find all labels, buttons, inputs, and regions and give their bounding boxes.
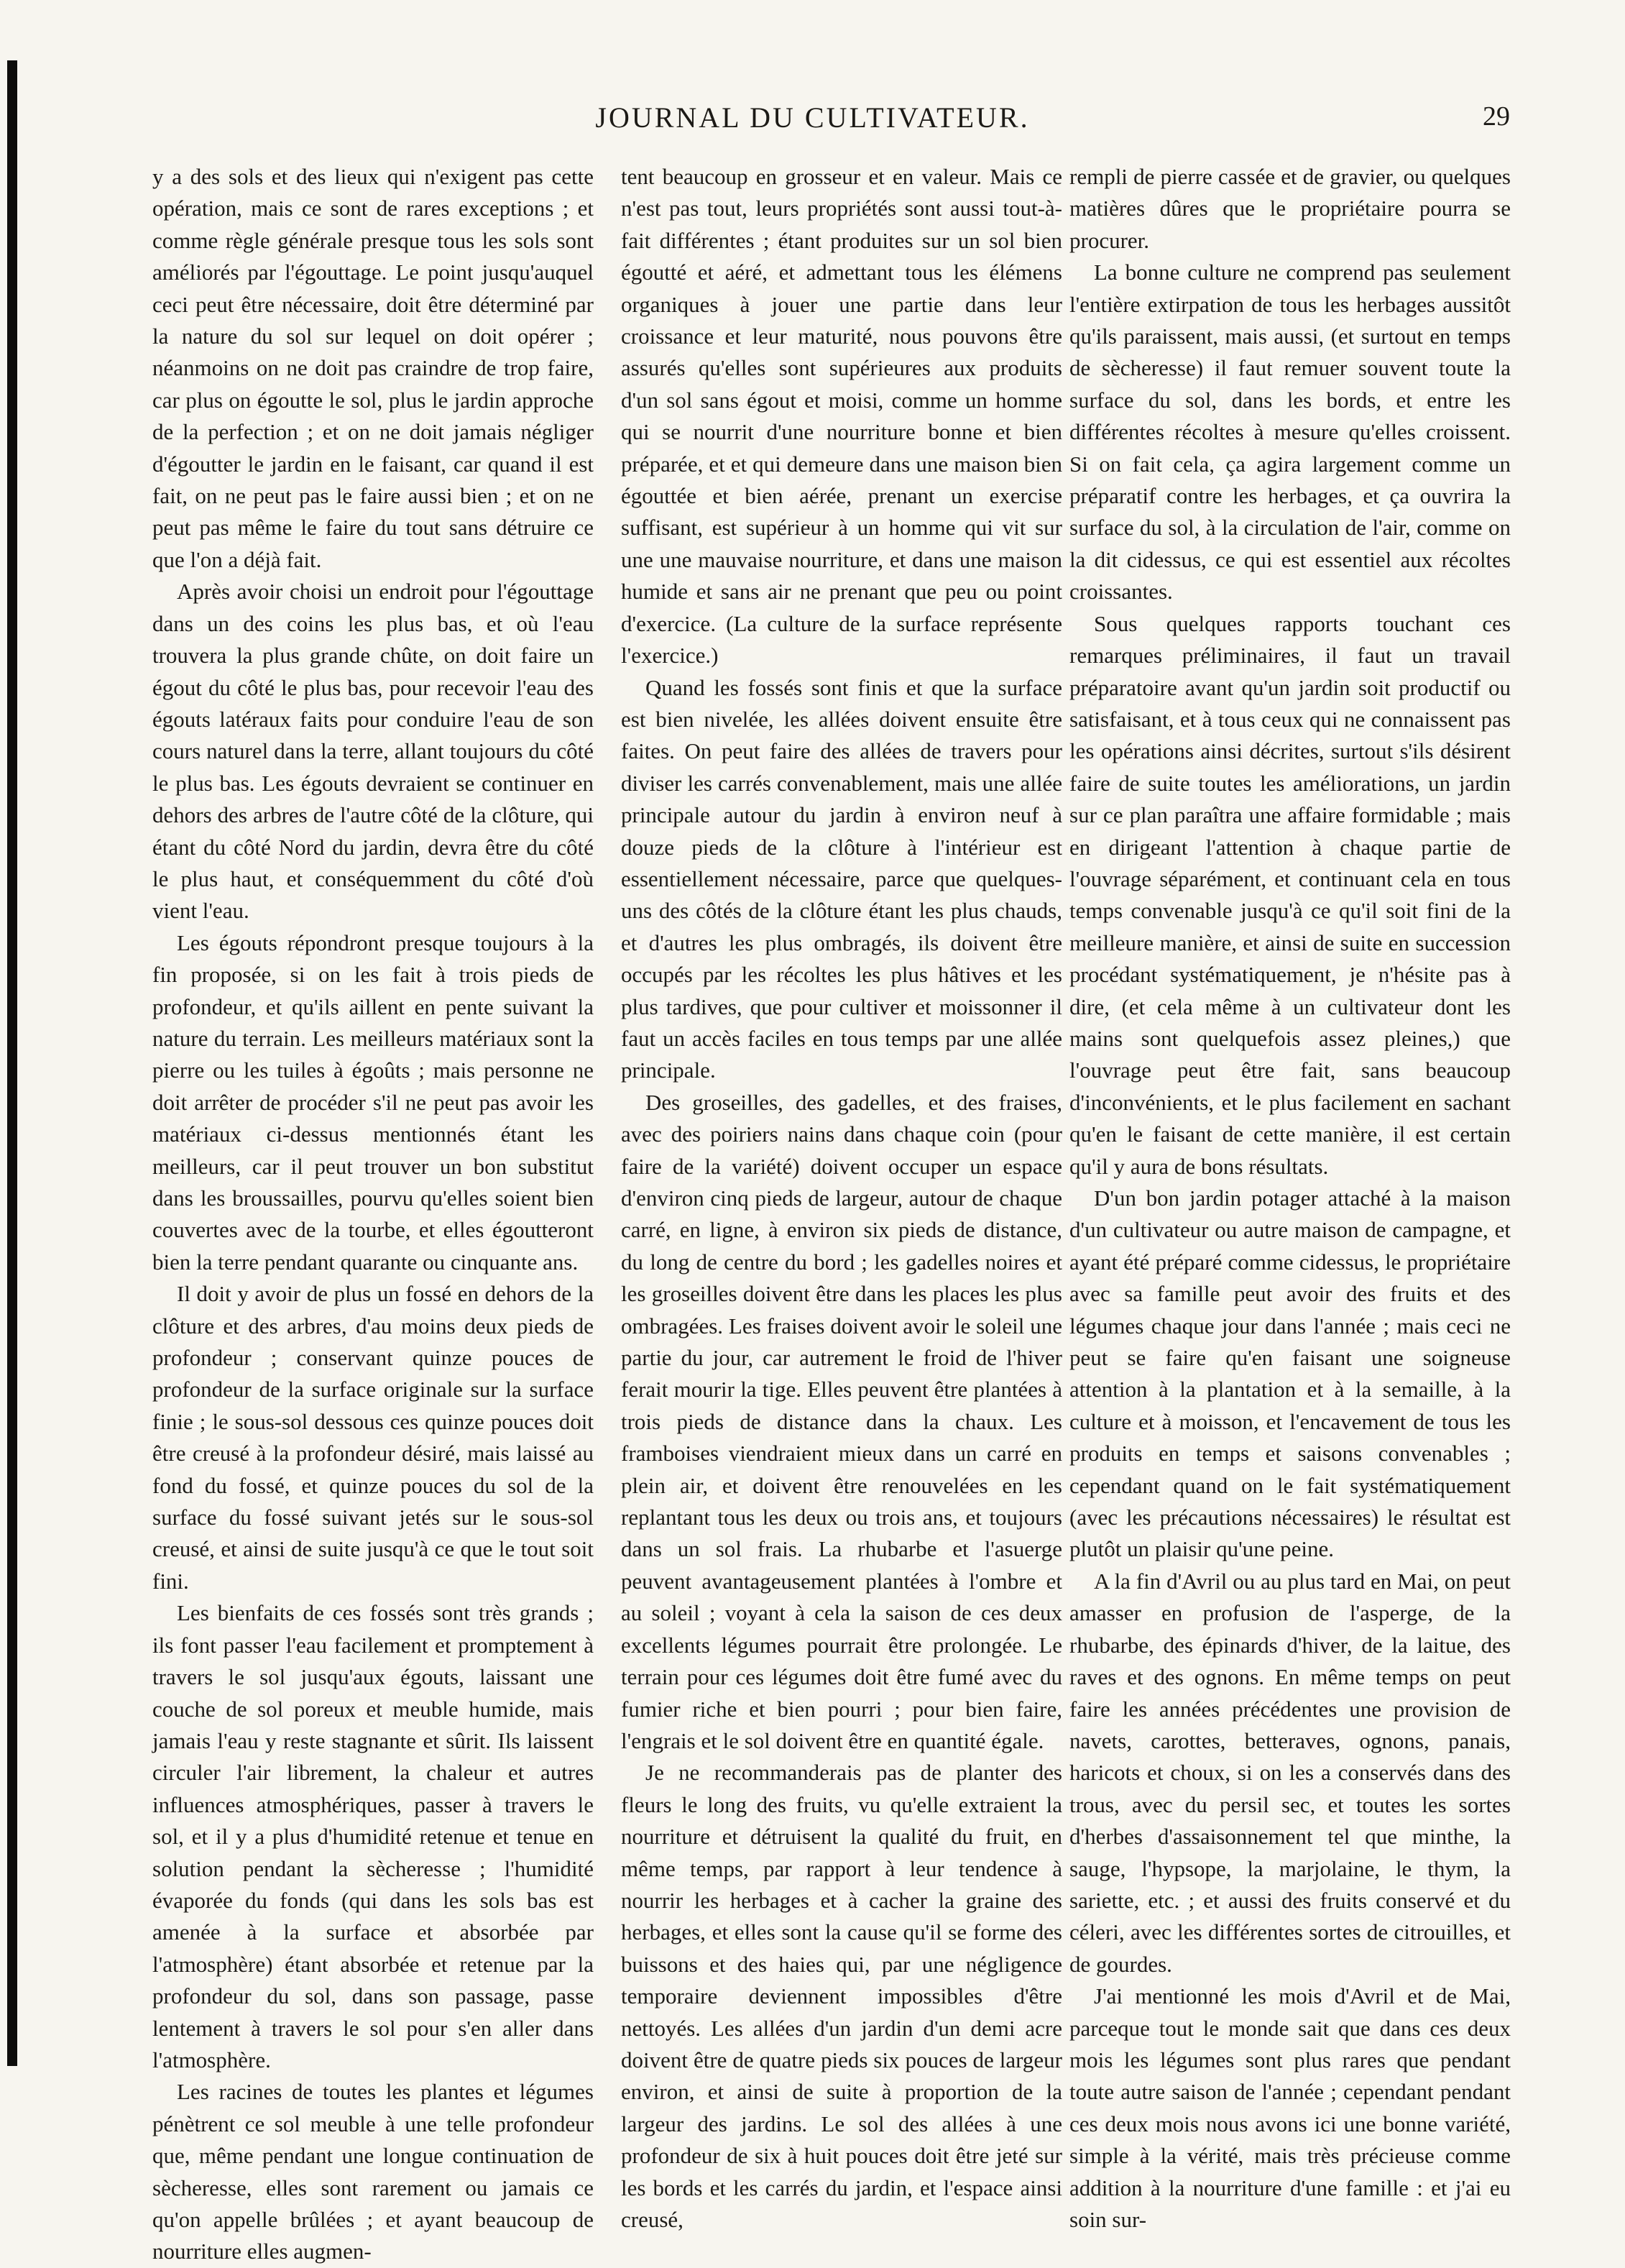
text-column-3 [1069,161,1511,2232]
paragraph: Il doit y avoir de plus un fossé en dehors de la clôture et des arbres, d'au moins deux pieds de profondeur ; conservant quinze pouces de profondeur de la surface originale sur la surface finie ; le sous-sol dessous ces quinze pouces doit être creusé à la profondeur désiré, mais laissé au fond du fossé, et quinze pouces du sol de la surface du fossé suivant jetés sur le sous-sol creusé, et ainsi de suite jusqu'à ce que le tout soit fini. [152,1281,594,1594]
paragraph: Je ne recommanderais pas de planter des fleurs le long des fruits, vu qu'elle extraient la nourriture et détruisent la qualité du fruit, en même temps, par rapport à leur tendence à nourrir les herbages et à cacher la graine des herbages, et elles sont la cause qu'il se forme des buissons et des haies qui, par une négligence temporaire deviennent impossibles d'être nettoyés. Les allées d'un jardin d'un demi acre doivent être de quatre pieds six pouces de largeur environ, et ainsi de suite à proportion de la largeur des jardins. Le sol des allées à une profondeur de six à huit pouces doit être jeté sur les bords et les carrés du jardin, et l'espace ainsi creusé, [621,1760,1062,2232]
text-column-1 [152,161,594,2264]
paragraph: tent beaucoup en grosseur et en valeur. Mais ce n'est pas tout, leurs propriétés sont aussi tout-à-fait différentes ; étant produites sur un sol bien égoutté et aéré, et admettant tous les élémens organiques à jouer une partie dans leur croissance et leur maturité, nous pouvons être assurés qu'elles sont supérieures aux produits d'un sol sans égout et moisi, comme un homme qui se nourrit d'une nourriture bonne et bien préparée, et et qui demeure dans une maison bien égouttée et bien aérée, prenant un exercise suffisant, est supérieur à un homme qui vit sur une une mauvaise nourriture, et dans une maison humide et sans air ne prenant que peu ou point d'exercice. (La culture de la surface représente l'exercice.) [621,164,1062,669]
text-column-2 [621,161,1062,2232]
paragraph: Des groseilles, des gadelles, et des fraises, avec des poiriers nains dans chaque coin (pour faire de la variété) doivent occuper un espace d'environ cinq pieds de largeur, autour de chaque carré, en ligne, à environ six pieds de distance, du long de centre du bord ; les gadelles noires et les groseilles doivent être dans les places les plus ombragées. Les fraises doivent avoir le soleil une partie du jour, car autrement le froid de l'hiver ferait mourir la tige. Elles peuvent être plantées à trois pieds de distance dans la chaux. Les framboises viendraient mieux dans un carré en plein air, et doivent être renouvelées en les replantant tous les deux ou trois ans, et toujours dans un sol frais. La rhubarbe et l'asuerge peuvent avantageusement plantées à l'ombre et au soleil ; voyant à cela la saison de ces deux excellents légumes pourrait être prolongée. Le terrain pour ces légumes doit être fumé avec du fumier riche et bien pourri ; pour bien faire, l'engrais et le sol doivent être en quantité égale. [621,1089,1062,1753]
binding-edge [7,60,17,2066]
paragraph: Quand les fossés sont finis et que la surface est bien nivelée, les allées doivent ensuite être faites. On peut faire des allées de travers pour diviser les carrés convenablement, mais une allée principale autour du jardin à environ neuf à douze pieds de la clôture à l'intérieur est essentiellement nécessaire, parce que quelques-uns des côtés de la clôture étant les plus chauds, et d'autres les plus ombragés, ils doivent être occupés par les récoltes les plus hâtives et les plus tardives, que pour cultiver et moissonner il faut un accès faciles en tous temps par une allée principale. [621,674,1062,1083]
paragraph: Les racines de toutes les plantes et légumes pénètrent ce sol meuble à une telle profondeur que, même pendant une longue continuation de sècheresse, elles sont rarement ou jamais ce qu'on appelle brûlées ; et ayant beaucoup de nourriture elles augmen- [152,2079,594,2264]
paragraph: La bonne culture ne comprend pas seulement l'entière extirpation de tous les herbages aussitôt qu'ils paraissent, mais aussi, (et surtout en temps de sècheresse) il faut remuer souvent toute la surface du sol, dans les bords, et entre les différentes récoltes à mesure qu'elles croissent. Si on fait cela, ça agira largement comme un préparatif contre les herbages, et ça ouvrira la surface du sol, à la circulation de l'air, comme on la dit cidessus, ce qui est essentiel aux récoltes croissantes. [1069,260,1511,605]
running-title: JOURNAL DU CULTIVATEUR. [595,101,1030,134]
paragraph: J'ai mentionné les mois d'Avril et de Mai, parceque tout le monde sait que dans ces deux mois les légumes sont plus rares que pendant toute autre saison de l'année ; cependant pendant ces deux mois nous avons ici une bonne variété, simple à la vérité, mais très précieuse comme addition à la nourriture d'une famille : et j'ai eu soin sur- [1069,1983,1511,2232]
paragraph: A la fin d'Avril ou au plus tard en Mai, on peut amasser en profusion de l'asperge, de la rhubarbe, des épinards d'hiver, de la laitue, des raves et des ognons. En même temps on peut faire les années précédentes une provision de navets, carottes, betteraves, ognons, panais, haricots et choux, si on les a conservés dans des trous, avec du persil sec, et toutes les sortes d'herbes d'assaisonnement tel que minthe, la sauge, l'hypsope, la marjolaine, le thym, la sariette, etc. ; et aussi des fruits conservé et du céleri, avec les différentes sortes de citrouilles, et de gourdes. [1069,1568,1511,1977]
paragraph: rempli de pierre cassée et de gravier, ou quelques matières dûres que le propriétaire pourra se procurer. [1069,164,1511,253]
paragraph: Sous quelques rapports touchant ces remarques préliminaires, il faut un travail préparatoire avant qu'un jardin soit productif ou satisfaisant, et à tous ceux qui ne connaissent pas les opérations ainsi décrites, surtout s'ils désirent faire de suite toutes les améliorations, un jardin sur ce plan paraîtra une affaire formidable ; mais en dirigeant l'attention à chaque partie de l'ouvrage séparément, et continuant cela en tous temps convenable jusqu'à ce qu'il soit fini de la meilleure manière, et ainsi de suite en succession procédant systématiquement, je n'hésite pas à dire, (et cela même à un cultivateur dont les mains sont quelquefois assez pleines,) que l'ouvrage peut être fait, sans beaucoup d'inconvénients, et le plus facilement en sachant qu'en le faisant de cette manière, il est certain qu'il y aura de bons résultats. [1069,610,1511,1179]
paragraph: y a des sols et des lieux qui n'exigent pas cette opération, mais ce sont de rares exceptions ; et comme règle générale presque tous les sols sont améliorés par l'égouttage. Le point jusqu'auquel ceci peut être nécessaire, doit être déterminé par la nature du sol sur lequel on doit opérer ; néanmoins on ne doit pas craindre de trop faire, car plus on égoutte le sol, plus le jardin approche de la perfection ; et on ne doit jamais négliger d'égoutter le jardin en le faisant, car quand il est fait, on ne peut pas le faire aussi bien ; et on ne peut pas même le faire du tout sans détruire ce que l'on a déjà fait. [152,164,594,572]
paragraph: Après avoir choisi un endroit pour l'égouttage dans un des coins les plus bas, et où l'eau trouvera la plus grande chûte, on doit faire un égout du côté le plus bas, pour recevoir l'eau des égouts latéraux faits pour conduire l'eau de son cours naturel dans la terre, allant toujours du côté le plus bas. Les égouts devraient se continuer en dehors des arbres de l'autre côté de la clôture, qui étant du côté Nord du jardin, devra être du côté le plus haut, et conséquemment du côté d'où vient l'eau. [152,579,594,924]
paragraph: D'un bon jardin potager attaché à la maison d'un cultivateur ou autre maison de campagne, et ayant été préparé comme cidessus, le propriétaire avec sa famille peut avoir des fruits et des légumes chaque jour dans l'année ; mais ceci ne peut se faire qu'en faisant une soigneuse attention à la plantation et à la semaille, à la culture et à moisson, et l'encavement de tous les produits en temps et saisons convenables ; cependant quand on le fait systématiquement (avec les précautions nécessaires) le résultat est plutôt un plaisir qu'une peine. [1069,1185,1511,1562]
paragraph: Les égouts répondront presque toujours à la fin proposée, si on les fait à trois pieds de profondeur, et qu'ils aillent en pente suivant la nature du terrain. Les meilleurs matériaux sont la pierre ou les tuiles à égoûts ; mais personne ne doit arrêter de procéder s'il ne peut pas avoir les matériaux ci-dessus mentionnés étant les meilleurs, car il peut trouver un bon substitut dans les broussailles, pourvu qu'elles soient bien couvertes avec de la tourbe, et elles égoutteront bien la terre pendant quarante ou cinquante ans. [152,929,594,1275]
paragraph: Les bienfaits de ces fossés sont très grands ; ils font passer l'eau facilement et promptement à travers le sol jusqu'aux égouts, laissant une couche de sol poreux et meuble humide, mais jamais l'eau y reste stagnante et sûrit. Ils laissent circuler l'air librement, la chaleur et autres influences atmosphériques, passer à travers le sol, et il y a plus d'humidité retenue et tenue en solution pendant la sècheresse ; l'humidité évaporée du fonds (qui dans les sols bas est amenée à la surface et absorbée par l'atmosphère) étant absorbée et retenue par la profondeur du sol, dans son passage, passe lentement à travers le sol pour s'en aller dans l'atmosphère. [152,1600,594,2072]
page-header [0,101,1625,144]
page-number: 29 [1483,101,1510,132]
